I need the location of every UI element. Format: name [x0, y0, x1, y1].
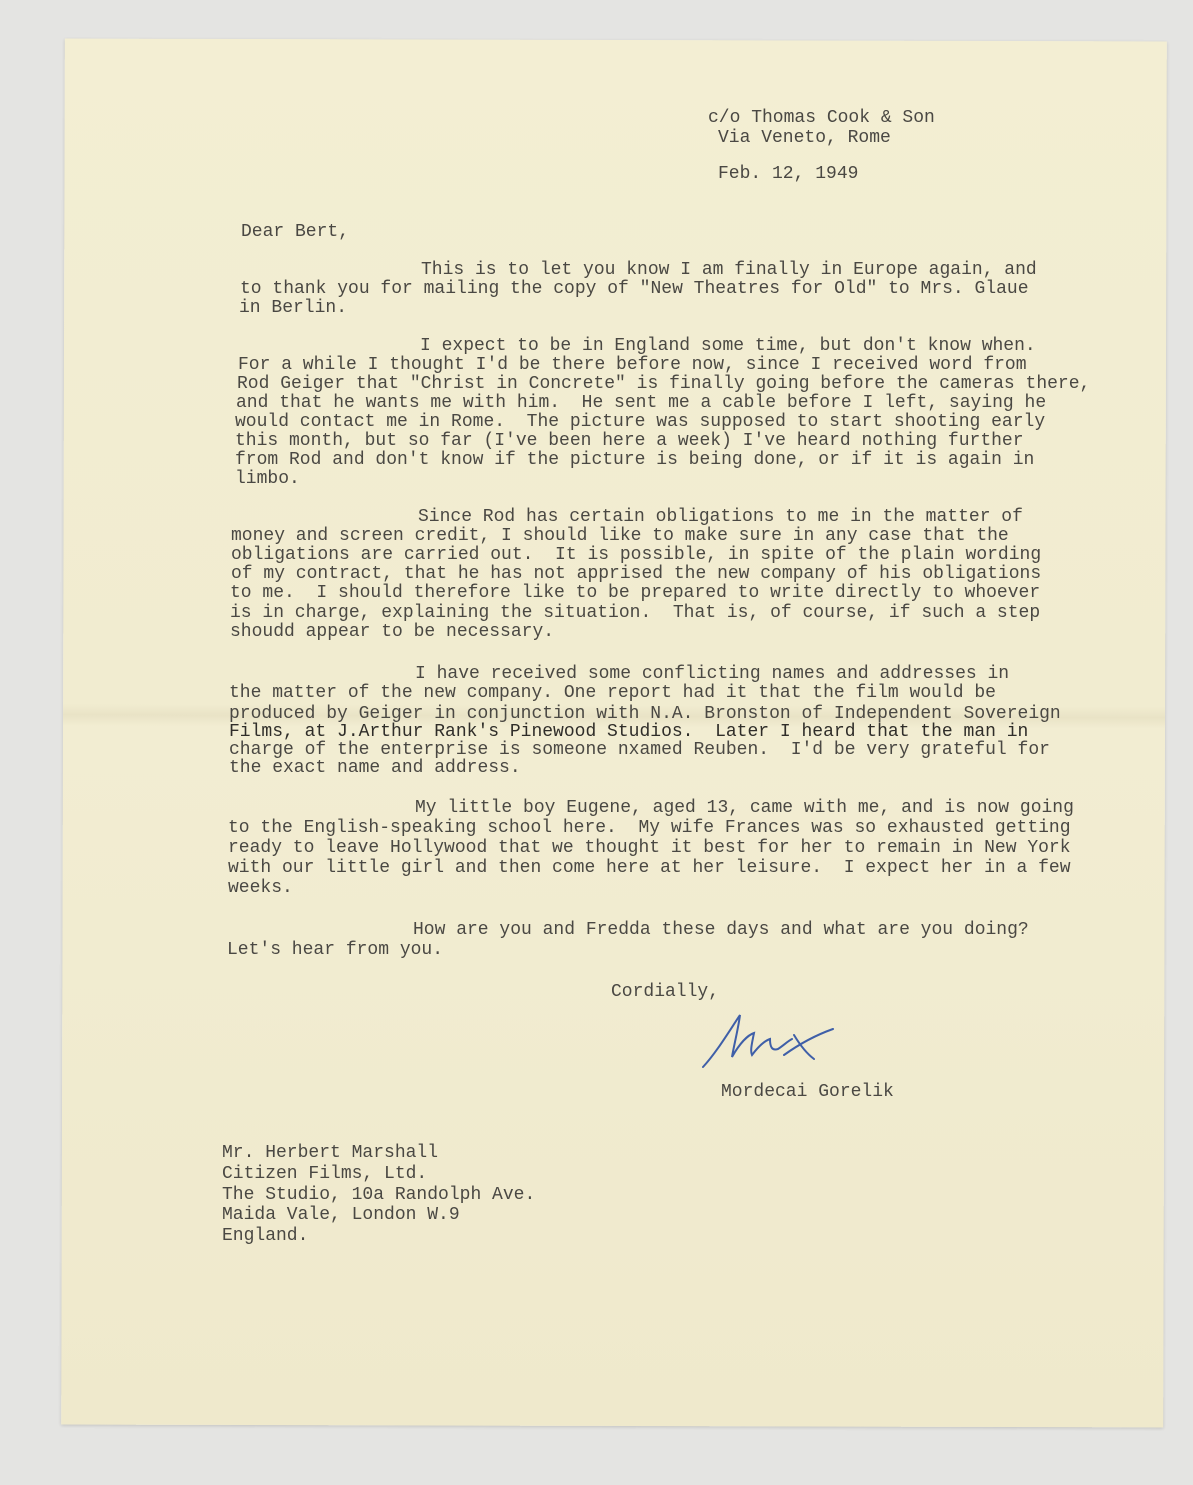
text-line: Films, at J.Arthur Rank's Pinewood Studios. Later I heard that the man in: [229, 722, 1029, 742]
recipient-line: The Studio, 10a Randolph Ave.: [222, 1185, 536, 1205]
text-line: from Rod and don't know if the picture is being done, or if it is again in: [235, 450, 1035, 470]
address-line: Via Veneto, Rome: [718, 128, 891, 148]
address-line: c/o Thomas Cook & Son: [708, 108, 935, 128]
text-line: I expect to be in England some time, but don't know when.: [420, 336, 1036, 356]
text-line: is in charge, explaining the situation. That is, of course, if such a step: [230, 603, 1041, 623]
closing: Cordially,: [611, 982, 720, 1002]
letter-date: Feb. 12, 1949: [718, 164, 859, 184]
text-line: weeks.: [228, 878, 293, 898]
recipient-line: England.: [222, 1226, 309, 1246]
text-line: charge of the enterprise is someone nxamed Reuben. I'd be very grateful for: [229, 740, 1050, 760]
text-line: This is to let you know I am finally in Europe again, and: [421, 260, 1037, 280]
text-line: in Berlin.: [239, 298, 348, 318]
recipient-line: Maida Vale, London W.9: [222, 1205, 460, 1225]
text-line: this month, but so far (I've been here a week) I've heard nothing further: [235, 431, 1024, 451]
text-line: For a while I thought I'd be there before now, since I received word from: [238, 355, 1027, 375]
text-line: the exact name and address.: [229, 758, 521, 778]
text-line: the matter of the new company. One report had it that the film would be: [229, 683, 996, 703]
text-line: shoudd appear to be necessary.: [230, 622, 555, 642]
text-line: limbo.: [235, 469, 300, 489]
text-line: How are you and Fredda these days and what are you doing?: [413, 920, 1029, 940]
text-line: and that he wants me with him. He sent me a cable before I left, saying he: [236, 393, 1047, 413]
text-line: to the English-speaking school here. My wife Frances was so exhausted getting: [228, 818, 1071, 838]
text-line: money and screen credit, I should like to make sure in any case that the: [231, 526, 1009, 546]
recipient-line: Citizen Films, Ltd.: [222, 1164, 428, 1184]
text-line: to me. I should therefore like to be prepared to write directly to whoever: [230, 583, 1041, 603]
text-line: My little boy Eugene, aged 13, came with me, and is now going: [415, 798, 1074, 818]
text-line: ready to leave Hollywood that we thought it best for her to remain in New York: [228, 838, 1071, 858]
text-line: of my contract, that he has not apprised the new company of his obligations: [231, 564, 1042, 584]
text-line: with our little girl and then come here at her leisure. I expect her in a few: [228, 858, 1071, 878]
handwritten-signature: [698, 1005, 843, 1075]
text-line: produced by Geiger in conjunction with N.A. Bronston of Independent Sovereign: [229, 704, 1061, 724]
text-line: Rod Geiger that "Christ in Concrete" is finally going before the cameras there,: [237, 374, 1091, 394]
text-line: to thank you for mailing the copy of "New Theatres for Old" to Mrs. Glaue: [240, 279, 1029, 299]
text-line: Since Rod has certain obligations to me in the matter of: [418, 507, 1023, 527]
salutation: Dear Bert,: [241, 222, 350, 242]
recipient-line: Mr. Herbert Marshall: [222, 1143, 439, 1163]
text-line: would contact me in Rome. The picture was supposed to start shooting early: [235, 412, 1046, 432]
sender-name: Mordecai Gorelik: [721, 1082, 894, 1102]
text-line: Let's hear from you.: [227, 940, 444, 960]
text-line: I have received some conflicting names and addresses in: [415, 664, 1010, 684]
text-line: obligations are carried out. It is possible, in spite of the plain wording: [231, 545, 1042, 565]
